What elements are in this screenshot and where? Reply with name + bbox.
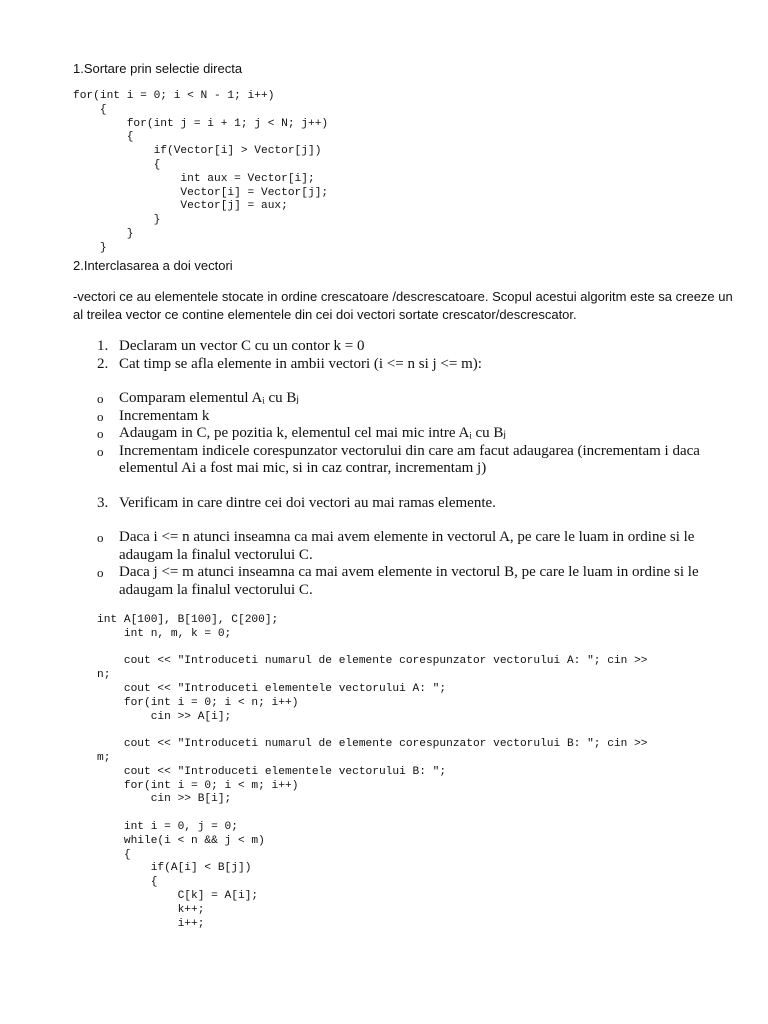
merge-steps-list <box>97 338 737 599</box>
section1-title: 1.Sortare prin selectie directa <box>73 61 243 76</box>
section2-title: 2.Interclasarea a doi vectori <box>73 258 233 273</box>
selection-sort-code: for(int i = 0; i < N - 1; i++) { for(int j = i + 1; j < N; j++) { if(Vector[i] > Vector[j]) { int aux = Vector[i]; Vector[i] = Vector[j]; Vector[j] = aux; } } } <box>73 90 329 254</box>
bullet-marker: o <box>97 391 104 406</box>
sub-bullet-text: Incrementam k <box>119 407 210 424</box>
final-bullet-text: Daca i <= n atunci inseamna ca mai avem elemente in vectorul A, pe care le luam in ordine si le adaugam la finalul vectorului C. <box>119 529 695 563</box>
bullet-marker: o <box>97 530 104 545</box>
final-bullet-item <box>97 529 737 564</box>
step-number: 2. <box>97 355 109 372</box>
sub-bullet-text: Adaugam in C, pe pozitia k, elementul cel mai mic intre Aᵢ cu Bⱼ <box>119 425 507 441</box>
merge-code: int A[100], B[100], C[200]; int n, m, k = 0; cout << "Introduceti numarul de elemente corespunzator vectorului A: "; cin >> n; cout << "Introduceti elementele vectorului A: "; for(int i = 0; i < n; i++) cin >> A[i]; cout << "Introduceti numarul de elemente corespunzator vectorului B: "; cin >> m; cout << "Introduceti elementele vectorului B: "; for(int i = 0; i < m; i++) cin >> B[i]; int i = 0, j = 0; while(i < n && j < m) { if(A[i] < B[j]) { C[k] = A[i]; k++; i++; <box>97 614 648 930</box>
bullet-marker: o <box>97 443 104 459</box>
sub-bullet-item <box>97 425 737 443</box>
sub-bullet-text: Incrementam indicele corespunzator vectorului din care am facut adaugarea (incrementam i daca elementul Ai a fost mai mic, si in caz contrar, incrementam j) <box>119 442 700 476</box>
sub-bullet-item <box>97 390 737 408</box>
step-item <box>97 495 737 513</box>
step-item <box>97 338 737 356</box>
section2-intro: -vectori ce au elementele stocate in ordine crescatoare /descrescatoare. Scopul acestui algoritm este sa creeze un al treilea vector ce contine elementele din cei doi vectori sortate crescator/descrescator. <box>73 289 733 322</box>
sub-bullet-text: Comparam elementul Aᵢ cu Bⱼ <box>119 390 300 406</box>
final-bullet-text: Daca j <= m atunci inseamna ca mai avem elemente in vectorul B, pe care le luam in ordine si le adaugam la finalul vectorului C. <box>119 564 699 598</box>
bullet-marker: o <box>97 408 104 424</box>
bullet-marker: o <box>97 565 104 580</box>
step-item <box>97 356 737 374</box>
bullet-marker: o <box>97 426 104 441</box>
step-number: 3. <box>97 494 109 511</box>
sub-bullet-item <box>97 408 737 426</box>
step-text: Verificam in care dintre cei doi vectori au mai ramas elemente. <box>119 494 496 511</box>
step-number: 1. <box>97 338 109 354</box>
step-text: Cat timp se afla elemente in ambii vectori (i <= n si j <= m): <box>119 355 482 372</box>
final-bullet-item <box>97 564 737 599</box>
sub-bullet-item <box>97 443 737 478</box>
step-text: Declaram un vector C cu un contor k = 0 <box>119 338 365 354</box>
